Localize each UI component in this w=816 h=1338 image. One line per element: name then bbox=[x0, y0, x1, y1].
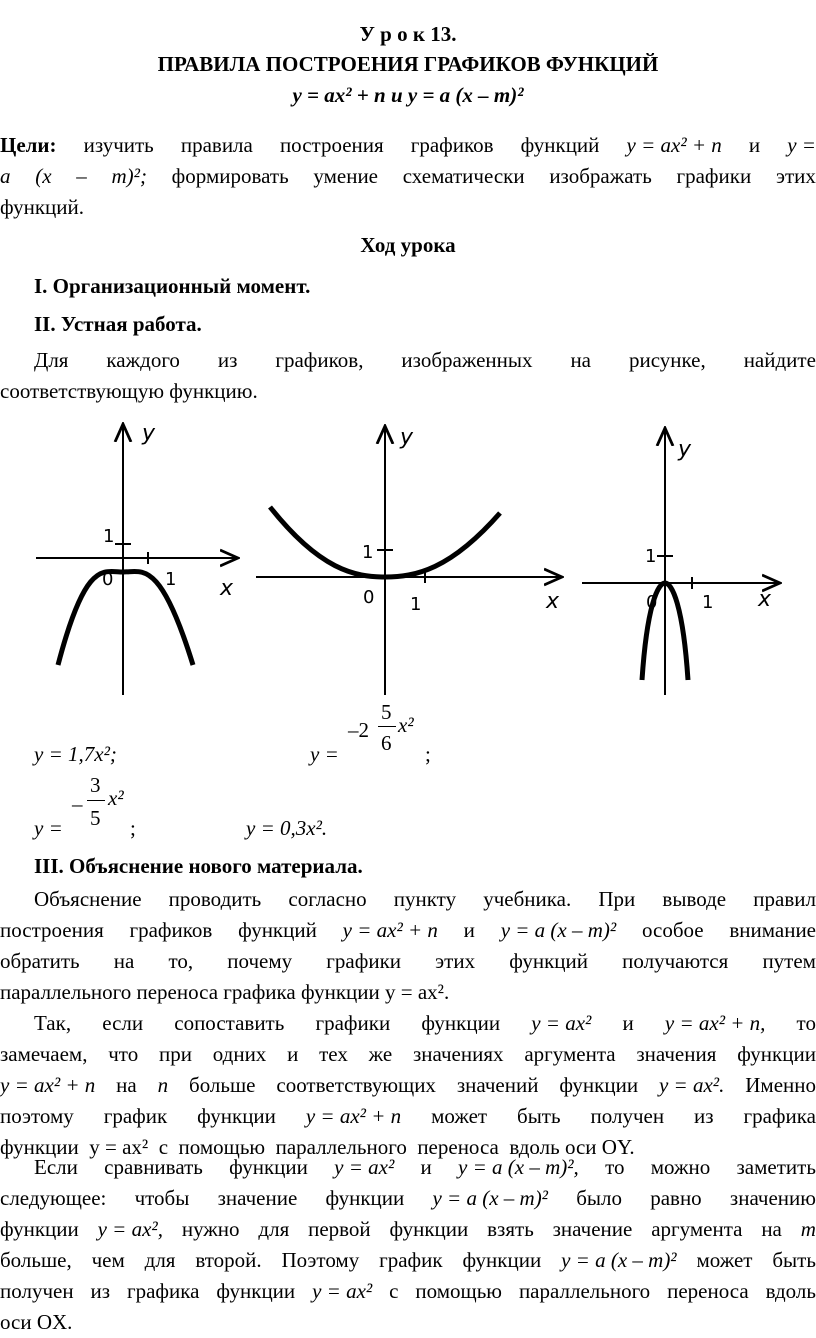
word: получаются bbox=[622, 946, 728, 977]
word: соответствующих bbox=[276, 1070, 436, 1101]
word: m bbox=[801, 1214, 816, 1245]
word: сопоставить bbox=[174, 1008, 284, 1039]
word: функции bbox=[462, 1245, 541, 1276]
one-label: 1 bbox=[103, 526, 114, 547]
word: графики bbox=[326, 946, 401, 977]
p3-line-6: оси OX. bbox=[0, 1307, 816, 1338]
formula: y = a (x – m)², bbox=[458, 1152, 579, 1183]
function-2-numerator: 5 bbox=[381, 700, 392, 725]
function-3-sign: – bbox=[72, 792, 83, 817]
word: пункту bbox=[394, 884, 456, 915]
word: аргумента bbox=[651, 1214, 742, 1245]
goals-paragraph bbox=[0, 130, 816, 223]
x-label: x bbox=[545, 589, 560, 614]
word: функции bbox=[390, 1214, 469, 1245]
word: вдоль bbox=[766, 1276, 816, 1307]
formula: y = ax² + n bbox=[306, 1101, 401, 1132]
word: формировать bbox=[172, 161, 289, 192]
word: рисунке, bbox=[629, 345, 706, 376]
fraction-bar bbox=[378, 726, 396, 727]
word: этих bbox=[435, 946, 475, 977]
word: При bbox=[598, 884, 635, 915]
lesson-topic: ПРАВИЛА ПОСТРОЕНИЯ ГРАФИКОВ ФУНКЦИЙ bbox=[0, 52, 816, 77]
word: функции bbox=[326, 1183, 405, 1214]
paragraph-3 bbox=[0, 1152, 816, 1338]
word: заметить bbox=[737, 1152, 816, 1183]
word: взять bbox=[487, 1214, 534, 1245]
word: графика bbox=[127, 1276, 200, 1307]
word: из bbox=[91, 1276, 111, 1307]
word: чем bbox=[92, 1245, 125, 1276]
function-2-sign: –2 bbox=[348, 718, 369, 743]
word: функции bbox=[559, 1070, 638, 1101]
function-1-text: y = 1,7x²; bbox=[34, 742, 117, 766]
word: равно bbox=[650, 1183, 701, 1214]
word: больше bbox=[189, 1070, 255, 1101]
word: на bbox=[761, 1214, 782, 1245]
p2-line-4 bbox=[0, 1101, 816, 1132]
word: функций bbox=[238, 915, 317, 946]
word: на bbox=[114, 946, 135, 977]
word: изображать bbox=[549, 161, 651, 192]
word: тех bbox=[319, 1039, 348, 1070]
formula: y = ax² + n, bbox=[665, 1008, 766, 1039]
word: путем bbox=[762, 946, 816, 977]
word: помощью bbox=[415, 1276, 502, 1307]
formula: y = bbox=[787, 130, 816, 161]
word: изучить bbox=[84, 130, 154, 161]
one-label: 1 bbox=[362, 542, 373, 563]
word: графиков bbox=[411, 130, 494, 161]
word: изображенных bbox=[401, 345, 532, 376]
y-label: y bbox=[677, 437, 692, 462]
function-2-denominator: 6 bbox=[381, 731, 392, 756]
word: функции bbox=[197, 1101, 276, 1132]
y-label: y bbox=[141, 421, 156, 446]
fraction-bar bbox=[87, 800, 105, 801]
word: m)²; bbox=[111, 161, 146, 192]
word: графиков bbox=[130, 915, 213, 946]
word: на bbox=[116, 1070, 137, 1101]
word: и bbox=[622, 1008, 633, 1039]
p3-line-5 bbox=[0, 1276, 816, 1307]
word: получен bbox=[0, 1276, 74, 1307]
paragraph-2 bbox=[0, 1008, 816, 1163]
word: правила bbox=[181, 130, 253, 161]
word: функции bbox=[229, 1152, 308, 1183]
p3-line-2 bbox=[0, 1183, 816, 1214]
one-label: 1 bbox=[702, 592, 713, 613]
word: найдите bbox=[744, 345, 816, 376]
word: быть bbox=[772, 1245, 816, 1276]
goals-line-2 bbox=[0, 161, 816, 192]
word: внимание bbox=[729, 915, 816, 946]
formula: y = ax² bbox=[531, 1008, 591, 1039]
word: функций bbox=[509, 946, 588, 977]
word: сравнивать bbox=[104, 1152, 203, 1183]
word: быть bbox=[517, 1101, 561, 1132]
word: может bbox=[431, 1101, 487, 1132]
word: получен bbox=[591, 1101, 665, 1132]
word: проводить bbox=[169, 884, 262, 915]
lesson-number: У р о к 13. bbox=[0, 22, 816, 47]
function-4 bbox=[246, 816, 327, 841]
x-label: x bbox=[757, 587, 772, 612]
word: графика bbox=[744, 1101, 816, 1132]
function-2-suffix: ; bbox=[425, 742, 431, 767]
one-label: 1 bbox=[165, 569, 176, 590]
zero-label: 0 bbox=[102, 569, 113, 590]
word: Поэтому bbox=[282, 1245, 360, 1276]
word: то bbox=[605, 1152, 624, 1183]
zero-label: 0 bbox=[646, 592, 657, 613]
formula: y = ax². bbox=[659, 1070, 724, 1101]
word: и bbox=[287, 1039, 298, 1070]
word: если bbox=[102, 1008, 143, 1039]
word: графики bbox=[315, 1008, 390, 1039]
section-1-heading: I. Организационный момент. bbox=[34, 274, 816, 299]
word: функции bbox=[737, 1039, 816, 1070]
p2-line-5: функции y = ax² с помощью параллельного переноса вдоль оси OY. bbox=[0, 1132, 816, 1163]
word: следующее: bbox=[0, 1183, 106, 1214]
word: особое bbox=[642, 915, 704, 946]
word: учебника. bbox=[483, 884, 571, 915]
word: выводе bbox=[662, 884, 726, 915]
word: значение bbox=[553, 1214, 633, 1245]
word: первой bbox=[308, 1214, 371, 1245]
word: может bbox=[696, 1245, 752, 1276]
word: графиков, bbox=[275, 345, 363, 376]
word: каждого bbox=[106, 345, 180, 376]
p1-line-1 bbox=[0, 884, 816, 915]
word: второй. bbox=[195, 1245, 261, 1276]
function-3-var: x² bbox=[108, 786, 124, 811]
word: a bbox=[0, 161, 11, 192]
graph-3 bbox=[582, 430, 778, 695]
function-3-denominator: 5 bbox=[90, 806, 101, 831]
p2-line-3 bbox=[0, 1070, 816, 1101]
word: построения bbox=[280, 130, 384, 161]
word: было bbox=[576, 1183, 622, 1214]
word: и bbox=[464, 915, 475, 946]
word: больше, bbox=[0, 1245, 72, 1276]
word: график bbox=[379, 1245, 442, 1276]
word: обратить bbox=[0, 946, 80, 977]
y-label: y bbox=[399, 425, 414, 450]
word: функции bbox=[216, 1276, 295, 1307]
p3-line-4 bbox=[0, 1245, 816, 1276]
zero-label: 0 bbox=[363, 587, 374, 608]
formula: y = ax² bbox=[334, 1152, 394, 1183]
function-3-prefix-text: y = bbox=[34, 816, 63, 840]
function-3-prefix bbox=[34, 816, 63, 841]
p1-line-4: параллельного переноса графика функции y = ax². bbox=[0, 977, 816, 1008]
word: Объяснение bbox=[34, 884, 142, 915]
word: почему bbox=[227, 946, 292, 977]
graph-2 bbox=[256, 425, 560, 695]
word: значение bbox=[218, 1183, 298, 1214]
word: замечаем, bbox=[0, 1039, 87, 1070]
word: n bbox=[158, 1070, 169, 1101]
word: – bbox=[76, 161, 87, 192]
formula: y = ax² + n bbox=[0, 1070, 95, 1101]
word: значения bbox=[636, 1039, 716, 1070]
word: из bbox=[694, 1101, 714, 1132]
word: графики bbox=[677, 161, 752, 192]
function-2-var: x² bbox=[398, 713, 414, 738]
word: при bbox=[159, 1039, 192, 1070]
word: одних bbox=[213, 1039, 267, 1070]
x-label: x bbox=[219, 576, 234, 601]
word: аргумента bbox=[524, 1039, 615, 1070]
word: функции bbox=[0, 1214, 79, 1245]
word: для bbox=[258, 1214, 289, 1245]
word: параллельного bbox=[519, 1276, 650, 1307]
graphs-figure bbox=[0, 410, 816, 700]
word: Так, bbox=[34, 1008, 71, 1039]
word: умение bbox=[313, 161, 378, 192]
word: из bbox=[218, 345, 238, 376]
word: поэтому bbox=[0, 1101, 74, 1132]
word: Именно bbox=[745, 1070, 816, 1101]
word: же bbox=[369, 1039, 393, 1070]
p2-line-1 bbox=[0, 1008, 816, 1039]
goals-line-3: функций. bbox=[0, 192, 816, 223]
formula: y = ax² + n bbox=[343, 915, 438, 946]
word: и bbox=[749, 130, 760, 161]
p3-line-3 bbox=[0, 1214, 816, 1245]
word: график bbox=[104, 1101, 167, 1132]
course-heading: Ход урока bbox=[0, 233, 816, 258]
one-label: 1 bbox=[645, 546, 656, 567]
goals-label: Цели: bbox=[0, 130, 57, 161]
formula: y = ax², bbox=[98, 1214, 163, 1245]
formula: y = a (x – m)² bbox=[501, 915, 617, 946]
formula: y = ax² + n bbox=[627, 130, 722, 161]
word: на bbox=[570, 345, 591, 376]
word: чтобы bbox=[135, 1183, 190, 1214]
word: схематически bbox=[403, 161, 525, 192]
formula: y = a (x – m)² bbox=[561, 1245, 677, 1276]
task-line-2: соответствующую функцию. bbox=[0, 376, 816, 407]
task-line-1 bbox=[0, 345, 816, 376]
word: значений bbox=[457, 1070, 539, 1101]
p2-line-2 bbox=[0, 1039, 816, 1070]
word: Для bbox=[34, 345, 68, 376]
function-3-numerator: 3 bbox=[90, 773, 101, 798]
word: переноса bbox=[667, 1276, 749, 1307]
word: то, bbox=[168, 946, 193, 977]
word: значениях bbox=[413, 1039, 504, 1070]
word: Если bbox=[34, 1152, 78, 1183]
paragraph-1 bbox=[0, 884, 816, 1008]
word: и bbox=[421, 1152, 432, 1183]
word: (x bbox=[35, 161, 51, 192]
one-label: 1 bbox=[410, 594, 421, 615]
word: что bbox=[108, 1039, 138, 1070]
word: согласно bbox=[288, 884, 366, 915]
graph-1 bbox=[36, 421, 236, 695]
formula: y = a (x – m)² bbox=[432, 1183, 548, 1214]
p1-line-3 bbox=[0, 946, 816, 977]
function-2-prefix bbox=[310, 742, 339, 767]
word: построения bbox=[0, 915, 104, 946]
word: функции bbox=[421, 1008, 500, 1039]
goals-line-1 bbox=[0, 130, 816, 161]
function-4-text: y = 0,3x². bbox=[246, 816, 327, 840]
word: то bbox=[797, 1008, 816, 1039]
word: этих bbox=[776, 161, 816, 192]
function-2-prefix-text: y = bbox=[310, 742, 339, 766]
word: с bbox=[389, 1276, 398, 1307]
p3-line-1 bbox=[0, 1152, 816, 1183]
word: значению bbox=[730, 1183, 816, 1214]
section-3-heading: III. Объяснение нового материала. bbox=[34, 854, 816, 879]
section-2-heading: II. Устная работа. bbox=[34, 312, 816, 337]
p1-line-2 bbox=[0, 915, 816, 946]
word: правил bbox=[753, 884, 816, 915]
formula: y = ax² bbox=[312, 1276, 372, 1307]
word: можно bbox=[651, 1152, 711, 1183]
function-3-suffix: ; bbox=[130, 816, 136, 841]
word: нужно bbox=[182, 1214, 240, 1245]
task-paragraph bbox=[0, 345, 816, 407]
lesson-formula: y = ax² + n и y = a (x – m)² bbox=[0, 83, 816, 108]
word: функций bbox=[521, 130, 600, 161]
word: для bbox=[145, 1245, 176, 1276]
